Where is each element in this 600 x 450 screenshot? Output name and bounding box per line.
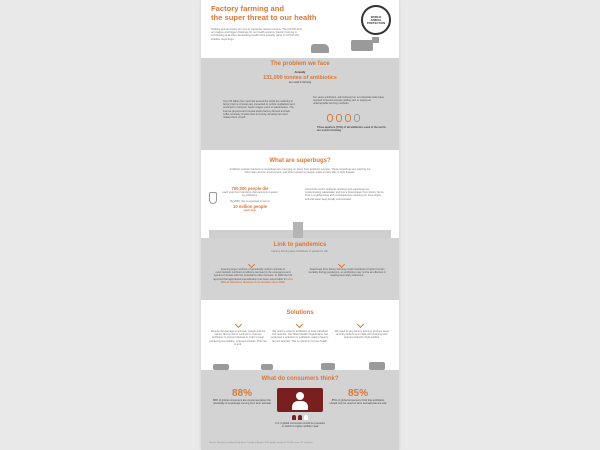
capsule-icons	[327, 114, 360, 122]
chevron-down-icon	[357, 321, 364, 328]
pandemics-left-stat: over 50% of infectious diseases from animals since 1940.	[220, 277, 293, 284]
problem-left-text: Over 50 billion farm animals around the world are suffering in factory farms. Animals are prevented to puzzle mutilations and confined to cramped, barren cages, pens or warehouses. The intense physical and mental stress factory-farmed animals suffer seriously impairs their immunity, development and makes them unwell.	[223, 100, 295, 120]
switch-welfare-text: 2 in 3 global consumers would be prepared to switch to higher welfare meat	[275, 422, 325, 429]
consumers-heading: What do consumers think?	[261, 376, 339, 382]
deaths-stat-block	[221, 186, 279, 212]
consumer-stat-right	[329, 388, 387, 405]
solutions-section	[201, 300, 399, 370]
superbugs-right-text: Around the world, antibiotic residues and superbugs are contaminating wastewater and rivers downstream from factory farms. This is a global issue with consequences reaching our food supply, soil and water keep locally concentrated.	[305, 188, 385, 201]
deaths-stat: 700,000 people die	[231, 186, 269, 191]
solution-col-1: Despite the damage to animals, people and the planet, factory farms continue to overuse antibiotics to prevent disease in order to keep producing low-welfare, stressed animals. This has to end.	[209, 330, 267, 346]
person-icon	[304, 415, 308, 420]
people-icon-row	[273, 415, 327, 420]
forecast-pre: By 2050, this is expected to rise to	[230, 200, 270, 204]
pandemics-section	[201, 238, 399, 300]
cow-silhouette-icon	[351, 40, 373, 51]
problem-section	[201, 58, 399, 150]
person-icon	[292, 415, 296, 420]
page-title	[211, 5, 351, 22]
title-line-2: the super threat to our health	[211, 12, 317, 22]
pandemics-heading: Link to pandemics	[273, 242, 327, 248]
cow-head-icon	[372, 37, 379, 43]
world-animal-protection-logo	[361, 5, 391, 35]
forecast-stat: 10 million people	[233, 203, 267, 209]
intro-paragraph: Tackling animal cruelty isn't just to create fair reason humans. The COVID-19 is an imagine and bigger challenge for our health systems. Factory farming is contributing to another devastating health crisis possibly piling in COVID-19's shadow: superbugs.	[211, 28, 302, 41]
logo-line-3: PROTECTION	[366, 20, 386, 25]
antibiotics-stat-sub: are used in farming	[288, 81, 312, 85]
logo-line-1: WORLD	[370, 14, 382, 19]
person-body-icon	[292, 401, 308, 410]
solution-col-2: We need to reserve antibiotics to treat individual sick animals. The World Health Organization has endorsed a reduction in antibiotics used in factory-farmed animals. This is critical for human health.	[271, 330, 329, 343]
capsule-icon	[345, 114, 351, 122]
solution-col-3: We need to stop factory farming, produce fewer animal products and make all remaining farm animal production high-welfare.	[334, 330, 390, 340]
superbugs-intro: Antibiotic resistant bacteria or superbugs are emerging on farms from antibiotic overuse. These superbugs are entering our food chain and our environment, and when passed to people, make us less able to fight disease.	[229, 168, 371, 175]
forecast-post: each year.	[243, 208, 257, 212]
problem-heading: The problem we face	[270, 61, 330, 67]
silo-icon	[293, 222, 303, 238]
problem-right-text: For years antibiotics, administered on an industrial scale have stopped stressed animals getting sick or paying as unacceptable farming methods.	[313, 96, 384, 106]
chevron-down-icon	[248, 261, 255, 268]
capsule-icon	[336, 114, 342, 122]
sick-only-text: 85% of global consumers think that antibiotics should only be used on farm animals that are sick	[329, 399, 387, 406]
pandemics-left-text: Keeping large numbers of genetically uniform animals in overcrowded, confined conditions can lead to the emergence and spread of viruses with the potential to infect humans. In 2009 the UN reported that agricultural intensification has been responsible for	[213, 268, 293, 281]
concern-percentage: 88%	[231, 388, 252, 399]
annually-label: Annually	[294, 71, 306, 74]
chevron-down-icon	[338, 261, 345, 268]
person-icon	[298, 415, 302, 420]
infographic-page	[201, 0, 399, 450]
consumer-stat-left	[213, 388, 271, 405]
source-footnote: Source: Research conducted by Ipsos Canada in August 2020 global sample of 12,000 across 15 countries	[209, 442, 313, 444]
chevron-down-icon	[296, 321, 303, 328]
capsule-icon	[354, 114, 360, 122]
pig-silhouette-icon	[311, 44, 329, 53]
superbugs-section	[201, 150, 399, 238]
person-icon	[209, 192, 217, 204]
deaths-stat-sub: each year from infections that cannot be treated by antibiotics.	[222, 191, 278, 198]
pandemics-right-text: Superbugs from factory farming could contribute to higher human mortality during pandemics, as antibiotics may not be as effective in treating secondary infections.	[308, 268, 386, 278]
antibiotics-tonnes-stat: 131,000 tonnes of antibiotics	[263, 75, 337, 82]
three-quarters-stat: Three-quarters (75%) of all antibiotics used in the world are used in farming	[317, 126, 386, 133]
capsule-icon	[327, 114, 333, 122]
consumer-figure-panel	[277, 388, 323, 412]
pandemics-left-block	[213, 268, 293, 284]
sick-only-percentage: 85%	[347, 388, 368, 399]
consumers-section	[201, 370, 399, 450]
pig-silhouette-icon	[321, 363, 335, 370]
concern-text: 88% of global consumers are concerned about the possibility of superbugs coming from farm animals	[213, 399, 271, 406]
title-line-1: Factory farming and	[211, 4, 284, 13]
superbugs-heading: What are superbugs?	[269, 158, 331, 164]
solutions-heading: Solutions	[286, 310, 314, 316]
person-head-icon	[296, 392, 304, 400]
chevron-down-icon	[235, 321, 242, 328]
logo-line-2: ANIMAL	[370, 17, 382, 22]
cow-silhouette-icon	[369, 362, 385, 370]
header-section	[201, 0, 399, 58]
pandemics-intro: Factory farming also contributes to pandemic risk.	[271, 250, 329, 253]
